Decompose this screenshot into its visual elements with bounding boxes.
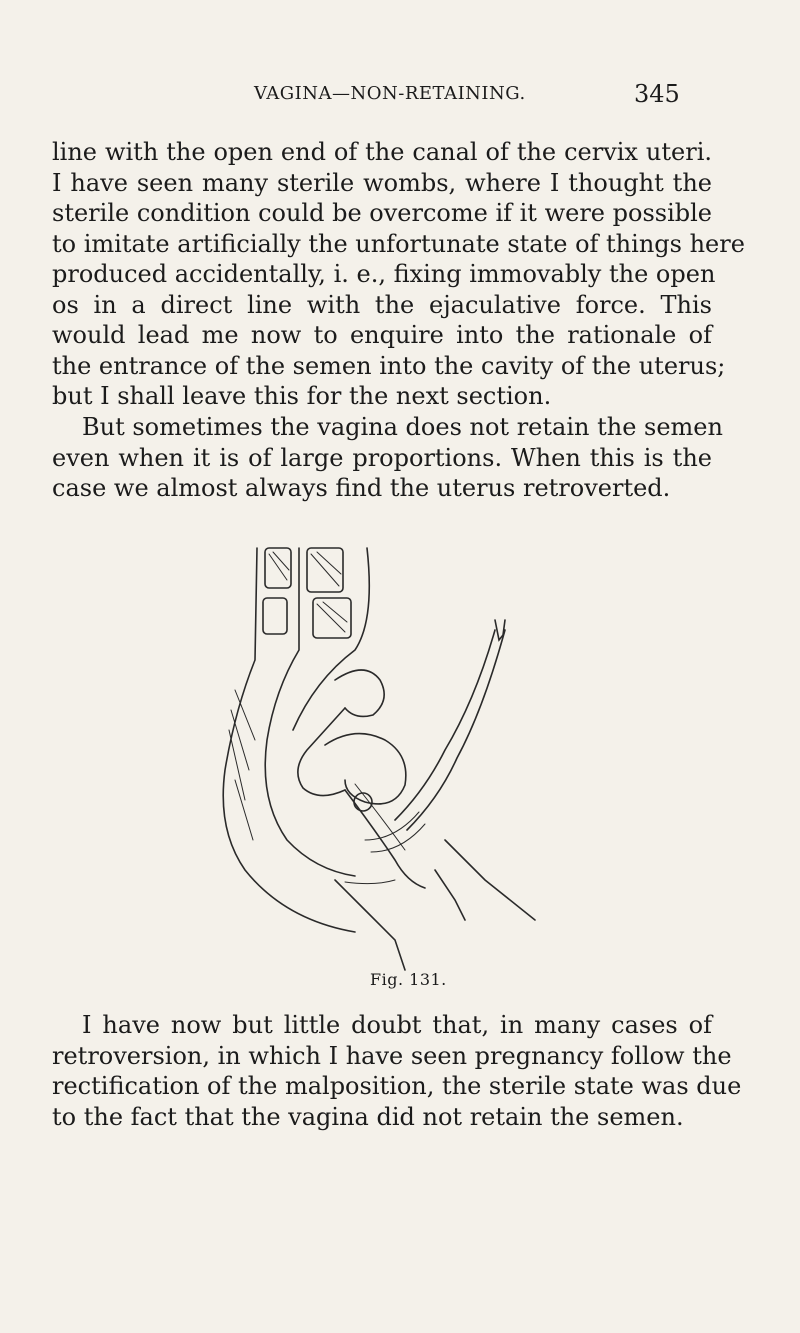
text-line: but I shall leave this for the next section. bbox=[52, 382, 552, 410]
text-line: line with the open end of the canal of the cervix uteri. bbox=[52, 138, 712, 166]
text-line: I have seen many sterile wombs, where I thought the bbox=[52, 168, 712, 197]
text-line: But sometimes the vagina does not retain the semen bbox=[82, 413, 723, 441]
text-line: rectification of the malposition, the sterile state was due bbox=[52, 1072, 742, 1100]
running-head: VAGINA—NON-RETAINING. bbox=[254, 83, 526, 104]
text-line: retroversion, in which I have seen pregnancy follow the bbox=[52, 1041, 732, 1070]
text-line: to imitate artificially the unfortunate state of things here bbox=[52, 229, 745, 258]
text-line: would lead me now to enquire into the rationale of bbox=[52, 321, 712, 349]
anatomical-figure-illustration bbox=[195, 540, 565, 980]
uterus-outline bbox=[335, 670, 384, 716]
text-line: produced accidentally, i. e., fixing immovably the open bbox=[52, 260, 716, 288]
text-line: sterile condition could be overcome if it were possible bbox=[52, 199, 712, 227]
cervix-outline bbox=[298, 708, 345, 796]
buttock-outline bbox=[335, 880, 405, 970]
spine-front-outline bbox=[293, 548, 369, 730]
vertebra-shape bbox=[263, 598, 287, 634]
paragraph-1 bbox=[52, 137, 745, 412]
text-line: os in a direct line with the ejaculative force. This bbox=[52, 290, 712, 319]
text-line: even when it is of large proportions. When this is the bbox=[52, 443, 712, 472]
page-number: 345 bbox=[634, 80, 680, 108]
text-line: to the fact that the vagina did not retain the semen. bbox=[52, 1102, 684, 1131]
vagina-outline bbox=[345, 790, 425, 888]
pubic-outline bbox=[395, 630, 495, 820]
text-line: I have now but little doubt that, in many cases of bbox=[82, 1011, 712, 1039]
paragraph-2 bbox=[52, 412, 723, 504]
text-line: the entrance of the semen into the cavity of the uterus; bbox=[52, 351, 726, 380]
text-line: case we almost always find the uterus retroverted. bbox=[52, 474, 671, 502]
paragraph-3 bbox=[52, 1010, 742, 1132]
figure-caption: Fig. 131. bbox=[370, 970, 447, 989]
